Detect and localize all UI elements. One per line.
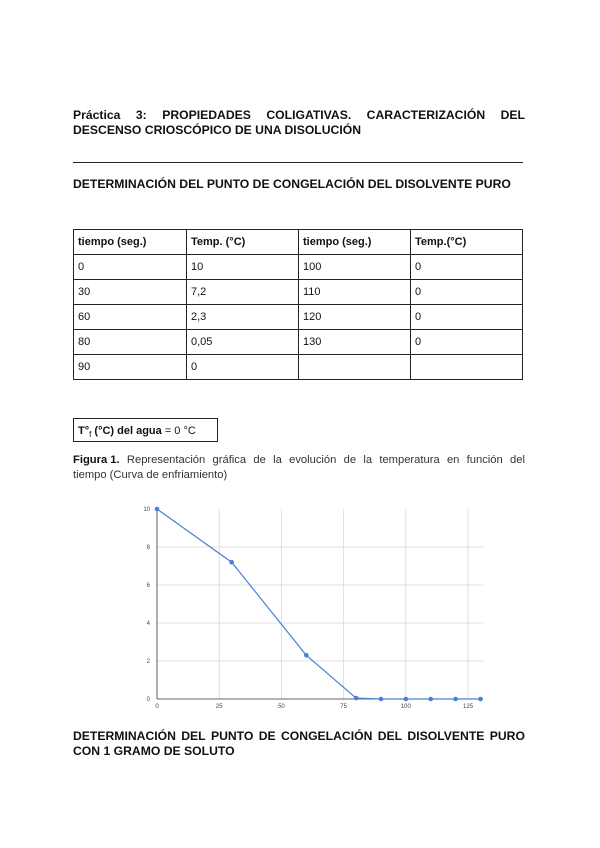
word: COLIGATIVAS.: [266, 108, 352, 122]
data-point: [478, 697, 483, 702]
table-row: [74, 280, 523, 305]
y-tick-label: 8: [146, 545, 150, 551]
table-cell: 0: [411, 280, 523, 305]
data-point: [229, 560, 234, 565]
word: Representación: [126, 454, 206, 466]
word: DEL: [181, 729, 206, 743]
word: DISOLVENTE: [407, 729, 485, 743]
table-cell: 100: [299, 255, 411, 280]
word: DEL: [377, 729, 403, 743]
y-tick-label: 6: [146, 583, 150, 589]
table-cell: 0,05: [187, 330, 299, 355]
table-cell: 10: [187, 255, 299, 280]
horizontal-rule: [73, 162, 523, 163]
word: función: [466, 454, 503, 466]
x-tick-label: 100: [400, 704, 411, 710]
word: DE: [258, 729, 276, 743]
word: temperatura: [379, 454, 440, 466]
word: Práctica: [73, 108, 121, 122]
table-cell: 30: [74, 280, 187, 305]
x-tick-label: 25: [215, 704, 223, 710]
box-label-rest: (°C) del agua: [91, 425, 162, 437]
word: la: [273, 454, 282, 466]
box-value: = 0 °C: [161, 425, 196, 437]
table-cell: 90: [74, 355, 187, 380]
table-header-row: [74, 230, 523, 255]
table-cell: [411, 355, 523, 380]
section-heading-1: DETERMINACIÓN DEL PUNTO DE CONGELACIÓN DEL DISOLVENTE PURO: [73, 177, 511, 191]
section-heading-2-line-1: [73, 729, 525, 744]
word: de: [343, 454, 357, 466]
table-cell: 7,2: [187, 280, 299, 305]
table-row: [74, 305, 523, 330]
table-cell: 80: [74, 330, 187, 355]
word: gráfica: [212, 454, 247, 466]
data-point: [428, 697, 433, 702]
y-tick-label: 2: [146, 659, 150, 665]
word: del: [510, 454, 525, 466]
document-title: [73, 108, 525, 138]
caption-line-1: [73, 453, 525, 468]
data-point: [304, 653, 309, 658]
table-cell: 120: [299, 305, 411, 330]
word: 3:: [135, 108, 147, 122]
data-point: [379, 697, 384, 702]
header-tiempo-2: tiempo (seg.): [299, 230, 411, 255]
data-table: [73, 229, 523, 380]
word: PURO: [489, 729, 525, 743]
table-row: [74, 255, 523, 280]
title-line-2: DESCENSO CRIOSCÓPICO DE UNA DISOLUCIÓN: [73, 123, 362, 137]
figure-caption: [73, 453, 525, 483]
table-cell: 0: [187, 355, 299, 380]
word: en: [446, 454, 460, 466]
title-line-1: [73, 108, 525, 123]
data-point: [354, 696, 359, 701]
caption-figure-label: Figura 1.: [73, 454, 120, 466]
table-cell: 0: [411, 330, 523, 355]
word: DEL: [500, 108, 525, 122]
data-point: [155, 507, 160, 512]
word: de: [253, 454, 266, 466]
header-temp-1: Temp. (°C): [187, 230, 299, 255]
box-label-t: T°: [78, 425, 90, 437]
x-tick-label: 0: [155, 704, 159, 710]
x-tick-label: 125: [463, 704, 474, 710]
table-cell: 2,3: [187, 305, 299, 330]
table-cell: 0: [411, 305, 523, 330]
word: PUNTO: [210, 729, 254, 743]
table-cell: 110: [299, 280, 411, 305]
x-tick-label: 50: [278, 704, 285, 710]
x-tick-label: 75: [340, 704, 347, 710]
table-row: [74, 355, 523, 380]
word: DETERMINACIÓN: [73, 729, 176, 743]
word: CONGELACIÓN: [280, 729, 373, 743]
caption-line-2: tiempo (Curva de enfriamiento): [73, 469, 228, 481]
section-heading-2: [73, 729, 525, 759]
section-heading-2-line-2: CON 1 GRAMO DE SOLUTO: [73, 744, 235, 758]
table-cell: 0: [411, 255, 523, 280]
data-point: [404, 697, 409, 702]
header-temp-2: Temp.(°C): [411, 230, 523, 255]
table-cell: [299, 355, 411, 380]
y-tick-label: 0: [146, 697, 150, 703]
freezing-point-box: [73, 418, 218, 442]
header-tiempo-1: tiempo (seg.): [74, 230, 187, 255]
y-tick-label: 10: [143, 507, 150, 513]
table-row: [74, 330, 523, 355]
data-point: [453, 697, 458, 702]
table-cell: 0: [74, 255, 187, 280]
y-tick-label: 4: [146, 621, 150, 627]
word: la: [363, 454, 373, 466]
table-cell: 60: [74, 305, 187, 330]
box-label-sub: f: [89, 430, 92, 440]
word: evolución: [289, 454, 337, 466]
cooling-curve-chart: [140, 500, 490, 710]
series-line: [157, 509, 481, 699]
word: PROPIEDADES: [162, 108, 251, 122]
table-cell: 130: [299, 330, 411, 355]
word: CARACTERIZACIÓN: [366, 108, 486, 122]
